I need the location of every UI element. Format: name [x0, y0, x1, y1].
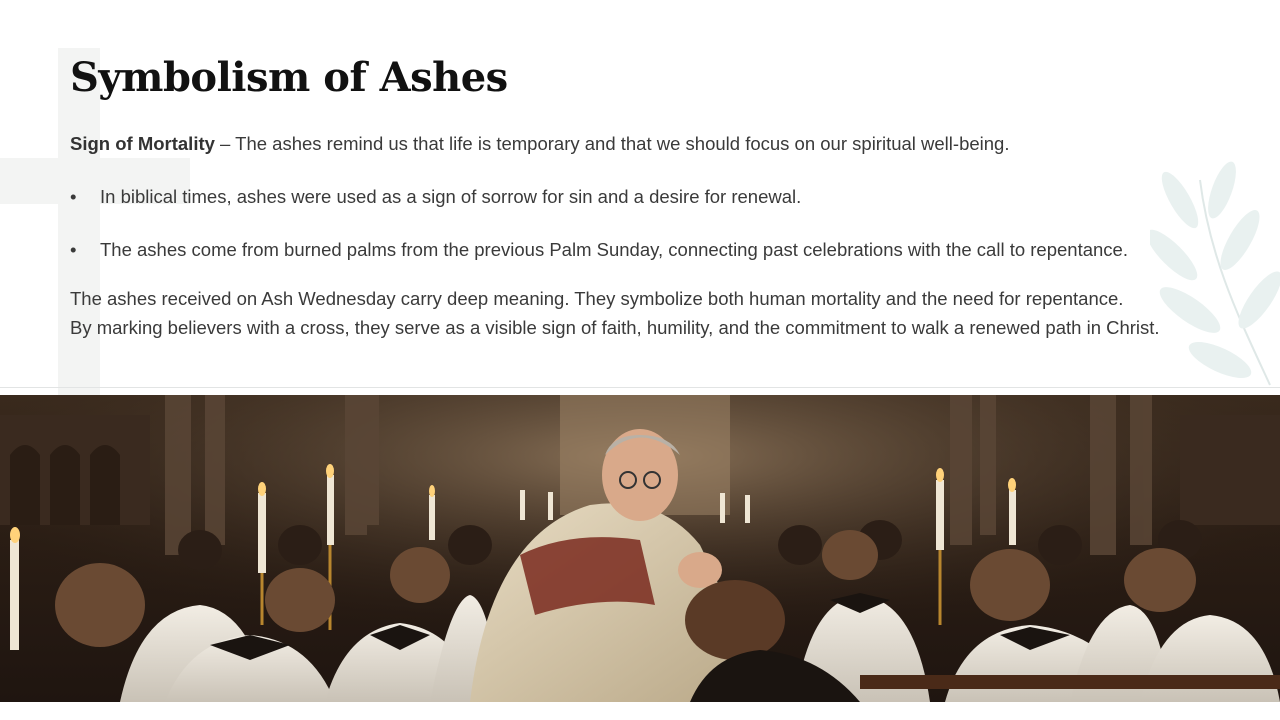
lead-heading: Sign of Mortality — [70, 133, 215, 154]
paragraph-line: By marking believers with a cross, they serve as a visible sign of faith, humility, and the commitment to walk a renewed path in Christ. — [70, 317, 1160, 338]
bullet-text: The ashes come from burned palms from the previous Palm Sunday, connecting past celebrations with the call to repentance. — [100, 239, 1128, 260]
slide-title: Symbolism of Ashes — [70, 54, 508, 101]
lead-text: – The ashes remind us that life is temporary and that we should focus on our spiritual well-being. — [214, 133, 1010, 154]
priest-imposing-ashes-photo — [0, 395, 1280, 702]
lead-line — [70, 133, 1009, 155]
bullet-icon: • — [70, 239, 77, 260]
paragraph-line: The ashes received on Ash Wednesday carry deep meaning. They symbolize both human mortality and the need for repentance. — [70, 288, 1124, 309]
palm-leaf-icon — [1150, 160, 1280, 390]
bullet-icon: • — [70, 186, 77, 207]
bullet-text: In biblical times, ashes were used as a sign of sorrow for sin and a desire for renewal. — [100, 186, 802, 207]
divider — [0, 387, 1280, 388]
